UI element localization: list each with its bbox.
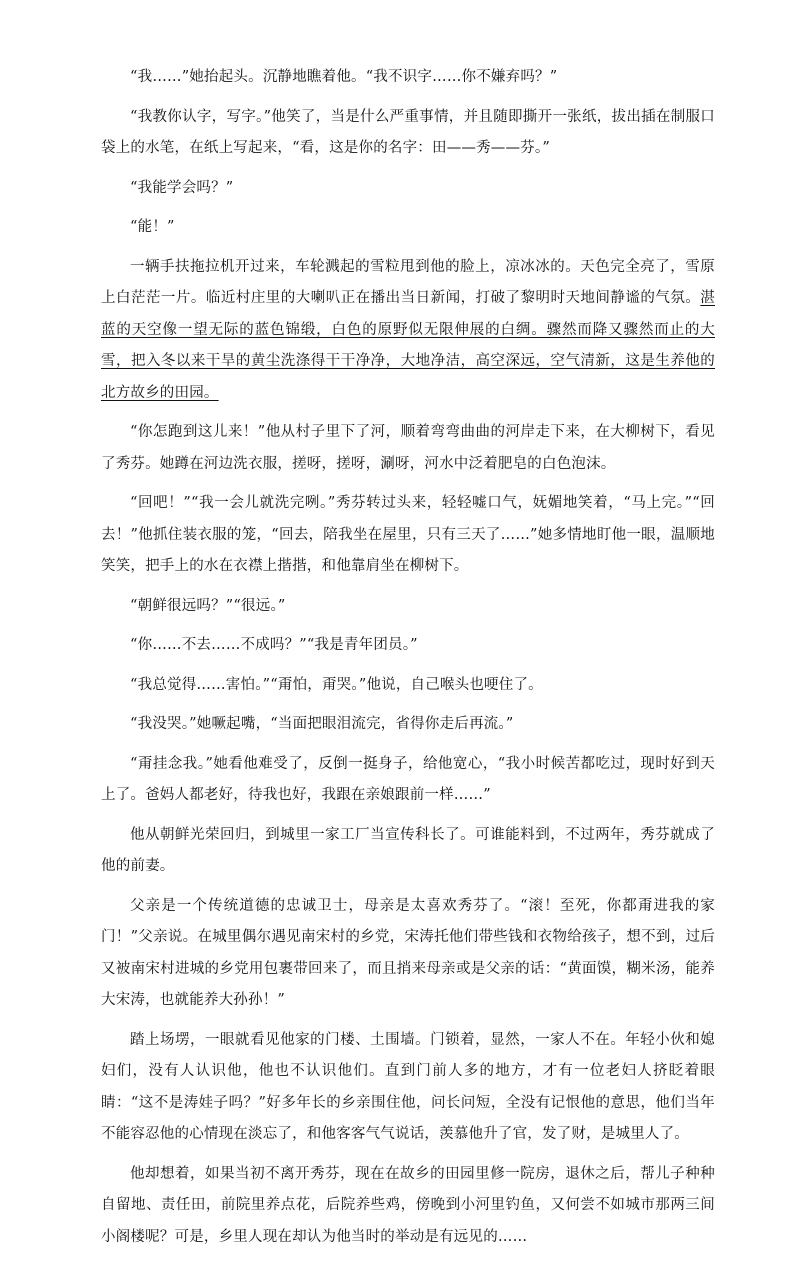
paragraph-13: 他从朝鲜光荣回归，到城里一家工厂当宣传科长了。可谁能料到，不过两年，秀芬就成了他的前妻。 — [101, 826, 715, 874]
underlined-passage: 湛蓝的天空像一望无际的蓝色锦缎，白色的原野似无限伸展的白绸。骤然而降又骤然而止的大雪，把入冬以来干旱的黄尘洗涤得干干净净，大地净洁，高空深远，空气清新，这是生养他的北方故乡的田园。 — [101, 290, 715, 401]
paragraph-11: “我没哭。”她噘起嘴，“当面把眼泪流完，省得你走后再流。” — [130, 716, 514, 732]
document-page — [101, 62, 715, 1261]
paragraph-5-plain-text: 一辆手扶拖拉机开过来，车轮溅起的雪粒甩到他的脸上，凉冰冰的。天色完全亮了，雪原上白茫茫一片。临近村庄里的大喇叭正在播出当日新闻，打破了黎明时天地间静谧的气氛。 — [101, 258, 715, 306]
paragraph-12: “甭挂念我。”她看他难受了，反倒一挺身子，给他宽心，“我小时候苦都吃过，现时好到天上了。爸妈人都老好，待我也好，我跟在亲娘跟前一样……” — [101, 755, 715, 803]
paragraph-15: 踏上场塄，一眼就看见他家的门楼、土围墙。门锁着，显然，一家人不在。年轻小伙和媳妇们，没有人认识他，他也不认识他们。直到门前人多的地方，才有一位老妇人挤眨着眼睛：“这不是涛娃子吗？”好多年长的乡亲围住他，问长问短，全没有记恨他的意思，他们当年不能容忍他的心情现在淡忘了，和他客客气气说话，羡慕他升了官，发了财，是城里人了。 — [101, 1031, 715, 1142]
paragraph-10: “我总觉得……害怕。”“甭怕，甭哭。”他说，自己喉头也哽住了。 — [130, 676, 543, 693]
paragraph-4: “能！” — [130, 219, 175, 235]
paragraph-6: “你怎跑到这儿来！”他从村子里下了河，顺着弯弯曲曲的河岸走下来，在大柳树下，看见了秀芬。她蹲在河边洗衣服，搓呀，搓呀，涮呀，河水中泛着肥皂的白色泡沫。 — [101, 424, 715, 472]
paragraph-8: “朝鲜很远吗？”“很远。” — [130, 597, 286, 614]
paragraph-9: “你……不去……不成吗？”“我是青年团员。” — [130, 637, 418, 653]
paragraph-1: “我……”她抬起头。沉静地瞧着他。“我不识字……你不嫌弃吗？” — [130, 69, 558, 85]
paragraph-2: “我教你认字，写字。”他笑了，当是什么严重事情，并且随即撕开一张纸，拔出插在制服口袋上的水笔，在纸上写起来，“看，这是你的名字：田——秀——芬。” — [101, 108, 715, 156]
paragraph-3: “我能学会吗？” — [130, 179, 234, 196]
paragraph-16: 他却想着，如果当初不离开秀芬，现在在故乡的田园里修一院房，退休之后，帮儿子种种自留地、责任田，前院里养点花，后院养些鸡，傍晚到小河里钓鱼，又何尝不如城市那两三间小阁楼呢？可是，乡里人现在却认为他当时的举动是有远见的…… — [101, 1165, 715, 1245]
paragraph-14: 父亲是一个传统道德的忠诚卫士，母亲是太喜欢秀芬了。“滚！至死，你都甭进我的家门！”父亲说。在城里偶尔遇见南宋村的乡党，宋涛托他们带些钱和衣物给孩子，想不到，过后又被南宋村进城的乡党用包裹带回来了，而且捎来母亲或是父亲的话：“黄面馍，糊米汤，能养大宋涛，也就能养大孙孙！” — [101, 897, 715, 1008]
paragraph-7: “回吧！”“我一会儿就洗完咧。”秀芬转过头来，轻轻嘘口气，妩媚地笑着，“马上完。”“回去！”他抓住装衣服的笼，“回去，陪我坐在屋里，只有三天了……”她多情地盯他一眼，温顺地笑笑，把手上的水在衣襟上揩揩，和他靠肩坐在柳树下。 — [101, 495, 715, 574]
paragraph-5 — [101, 252, 715, 410]
